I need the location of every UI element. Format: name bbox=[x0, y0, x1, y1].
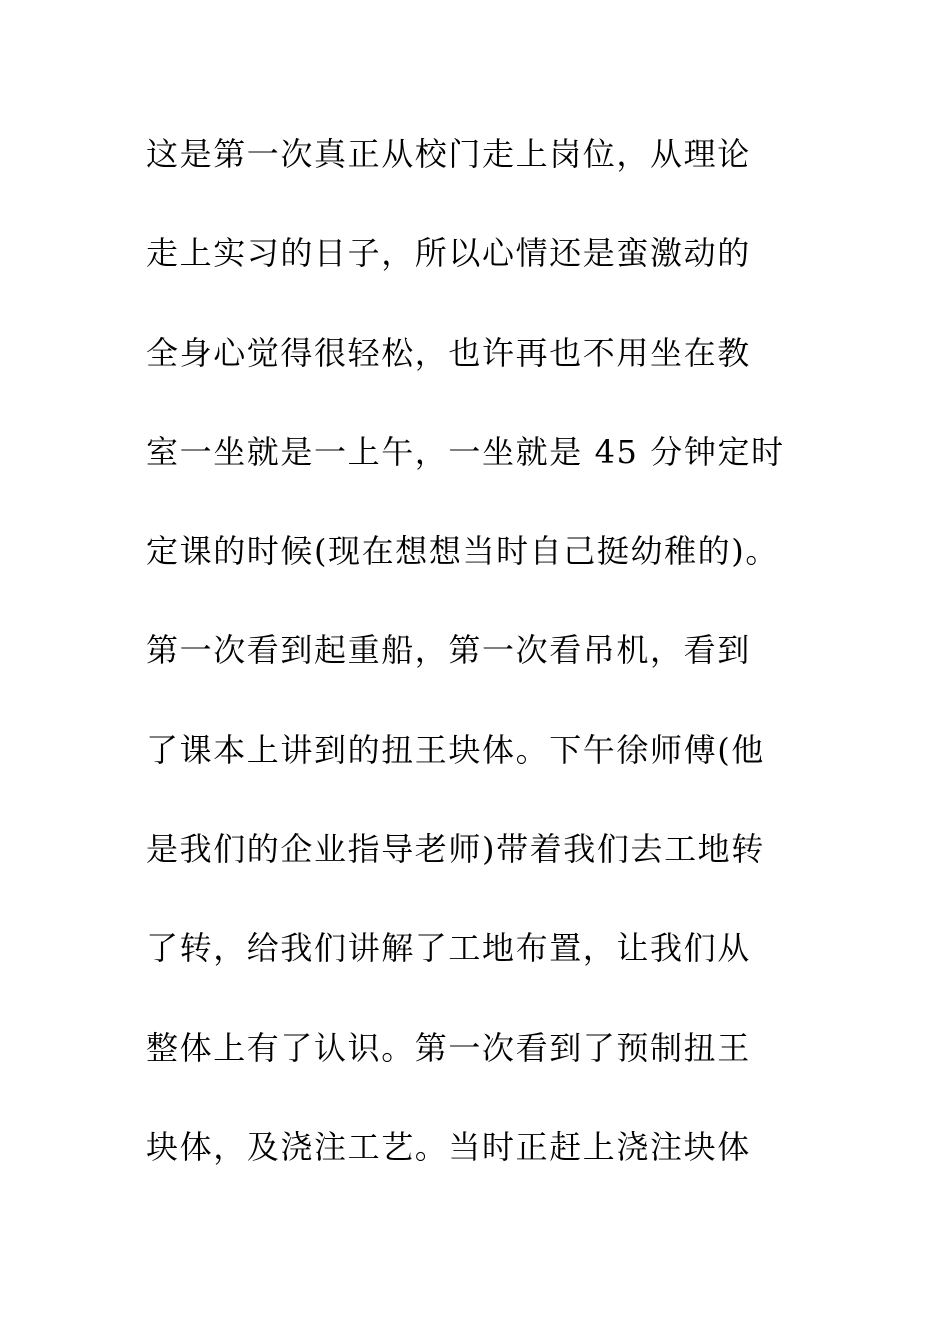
text-line: 块体，及浇注工艺。当时正赶上浇注块体 bbox=[146, 1127, 751, 1166]
text-line: 了课本上讲到的扭王块体。下午徐师傅(他 bbox=[146, 730, 765, 769]
text-line: 定课的时候(现在想想当时自己挺幼稚的)。 bbox=[146, 532, 779, 571]
text-line: 了转，给我们讲解了工地布置，让我们从 bbox=[146, 929, 751, 968]
text-line: 室一坐就是一上午，一坐就是 45 分钟定时 bbox=[146, 432, 785, 471]
text-line: 第一次看到起重船，第一次看吊机，看到 bbox=[146, 631, 751, 670]
body-text bbox=[146, 126, 866, 1218]
text-line: 是我们的企业指导老师)带着我们去工地转 bbox=[146, 830, 765, 869]
text-line: 这是第一次真正从校门走上岗位，从理论 bbox=[146, 135, 751, 173]
text-line: 整体上有了认识。第一次看到了预制扭王 bbox=[146, 1028, 751, 1067]
text-line: 全身心觉得很轻松，也许再也不用坐在教 bbox=[146, 333, 751, 372]
text-line: 走上实习的日子，所以心情还是蛮激动的 bbox=[146, 234, 751, 273]
